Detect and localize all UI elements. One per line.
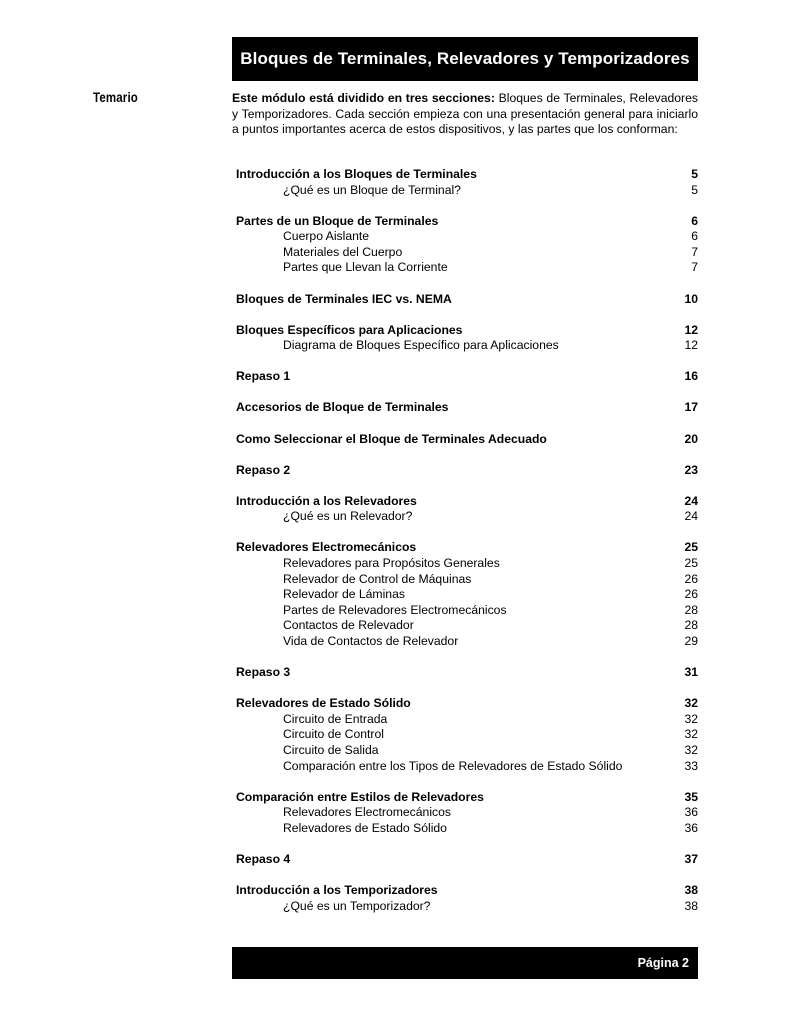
toc-section (236, 494, 698, 525)
toc-entry-page: 10 (684, 291, 698, 306)
toc-subentry (236, 587, 698, 603)
toc-entry-page: 32 (684, 696, 698, 711)
toc-entry-title: Relevadores Electromecánicos (236, 540, 417, 555)
toc-entry-page: 38 (684, 883, 698, 897)
toc-entry-title: Introducción a los Temporizadores (236, 883, 438, 897)
toc-subentry-page: 26 (684, 571, 698, 586)
toc-subentry (236, 183, 698, 199)
toc-entry-page: 24 (684, 493, 698, 508)
toc-entry-page: 16 (684, 369, 698, 384)
intro-paragraph (232, 91, 698, 138)
toc-section (236, 292, 698, 308)
toc-subentry-page: 36 (684, 820, 698, 835)
toc-subentry-page: 6 (691, 229, 698, 244)
toc-subentry-page: 7 (691, 244, 698, 259)
toc-entry-title: Bloques de Terminales IEC vs. NEMA (236, 291, 452, 306)
toc-subentry (236, 727, 698, 743)
toc-subentry (236, 603, 698, 619)
toc-section (236, 369, 698, 385)
toc-section (236, 790, 698, 837)
toc-entry-page: 37 (684, 851, 698, 866)
toc-entry (236, 463, 698, 479)
toc-subentry (236, 759, 698, 775)
toc-section (236, 696, 698, 774)
toc-entry (236, 214, 698, 230)
toc-subentry (236, 899, 698, 915)
toc-entry-page: 23 (684, 462, 698, 477)
toc-subentry-page: 28 (684, 618, 698, 633)
footer-bar (232, 947, 698, 979)
toc-subentry-page: 29 (684, 633, 698, 648)
toc-entry-title: Repaso 4 (236, 851, 291, 866)
toc-subentry-title: Relevadores Electromecánicos (283, 805, 451, 820)
toc-subentry (236, 260, 698, 276)
toc-entry-title: Repaso 3 (236, 665, 291, 680)
toc-entry-title: Como Seleccionar el Bloque de Terminales Adecuado (236, 431, 547, 446)
header-bar (232, 37, 698, 81)
toc-subentry (236, 229, 698, 245)
toc-subentry-title: Partes de Relevadores Electromecánicos (283, 602, 507, 617)
toc-entry-page: 17 (684, 400, 698, 415)
toc-subentry (236, 712, 698, 728)
toc-entry (236, 790, 698, 806)
toc-entry (236, 432, 698, 448)
toc-entry (236, 883, 698, 899)
toc-entry (236, 696, 698, 712)
toc-entry (236, 292, 698, 308)
toc-subentry-page: 26 (684, 587, 698, 602)
toc-subentry-title: Cuerpo Aislante (283, 229, 370, 244)
toc-entry-page: 20 (684, 431, 698, 446)
toc-entry-page: 5 (691, 167, 698, 181)
toc-entry-title: Accesorios de Bloque de Terminales (236, 400, 449, 415)
toc-subentry-page: 12 (684, 338, 698, 353)
toc-subentry-title: Relevador de Láminas (283, 587, 405, 602)
toc-section (236, 323, 698, 354)
toc-entry (236, 323, 698, 339)
toc-section (236, 883, 698, 914)
toc-subentry-page: 32 (684, 742, 698, 757)
toc-entry-page: 35 (684, 789, 698, 804)
toc-entry (236, 494, 698, 510)
toc-subentry-title: ¿Qué es un Relevador? (283, 509, 413, 524)
toc-subentry-page: 32 (684, 727, 698, 742)
toc-subentry-title: Materiales del Cuerpo (283, 244, 403, 259)
toc-subentry (236, 245, 698, 261)
toc-subentry (236, 821, 698, 837)
toc-entry (236, 540, 698, 556)
toc-entry-page: 31 (684, 665, 698, 680)
toc-subentry-page: 36 (684, 805, 698, 820)
table-of-contents (236, 167, 698, 930)
toc-subentry-title: Vida de Contactos de Relevador (283, 633, 459, 648)
toc-subentry-title: ¿Qué es un Bloque de Terminal? (283, 182, 461, 197)
toc-subentry-title: Relevador de Control de Máquinas (283, 571, 472, 586)
toc-subentry-title: ¿Qué es un Temporizador? (283, 898, 431, 913)
toc-subentry-title: Circuito de Salida (283, 742, 379, 757)
toc-entry-title: Repaso 2 (236, 462, 291, 477)
toc-section (236, 852, 698, 868)
intro-lead: Este módulo está dividido en tres secciones: (232, 91, 495, 105)
toc-section (236, 665, 698, 681)
toc-entry (236, 369, 698, 385)
toc-entry-title: Introducción a los Bloques de Terminales (236, 167, 477, 181)
toc-subentry (236, 743, 698, 759)
toc-subentry-title: Comparación entre los Tipos de Relevadores de Estado Sólido (283, 758, 623, 773)
toc-subentry-title: Partes que Llevan la Corriente (283, 260, 448, 275)
toc-entry-page: 12 (684, 322, 698, 337)
toc-subentry-title: Relevadores de Estado Sólido (283, 820, 447, 835)
toc-subentry-title: Relevadores para Propósitos Generales (283, 556, 500, 570)
page-number: Página 2 (637, 956, 689, 970)
toc-subentry (236, 618, 698, 634)
toc-entry-title: Introducción a los Relevadores (236, 493, 417, 508)
toc-subentry-page: 25 (684, 556, 698, 570)
toc-subentry (236, 556, 698, 572)
toc-subentry (236, 634, 698, 650)
toc-subentry-title: Circuito de Control (283, 727, 384, 742)
toc-entry-page: 6 (691, 213, 698, 228)
toc-section (236, 463, 698, 479)
toc-subentry-title: Diagrama de Bloques Específico para Aplicaciones (283, 338, 559, 353)
toc-section (236, 400, 698, 416)
toc-subentry-page: 32 (684, 711, 698, 726)
toc-entry-title: Partes de un Bloque de Terminales (236, 213, 439, 228)
sidebar-label: Temario (93, 90, 138, 105)
toc-entry-title: Repaso 1 (236, 369, 291, 384)
toc-entry-title: Bloques Específicos para Aplicaciones (236, 322, 463, 337)
toc-entry (236, 852, 698, 868)
toc-subentry (236, 509, 698, 525)
toc-entry-title: Relevadores de Estado Sólido (236, 696, 411, 711)
toc-entry (236, 665, 698, 681)
toc-subentry-page: 28 (684, 602, 698, 617)
toc-entry (236, 167, 698, 183)
toc-subentry (236, 572, 698, 588)
toc-section (236, 540, 698, 649)
toc-subentry (236, 805, 698, 821)
toc-subentry-page: 24 (684, 509, 698, 524)
toc-entry-page: 25 (684, 540, 698, 555)
toc-subentry-page: 7 (691, 260, 698, 275)
toc-entry (236, 400, 698, 416)
toc-section (236, 214, 698, 276)
toc-subentry-page: 38 (684, 898, 698, 913)
intro-text: Bloques de Terminales, Relevadores y Temporizadores. Cada sección empieza con una presentación general para iniciarlo a puntos importantes acerca de estos dispositivos, y las partes que los conforman: (232, 91, 698, 137)
toc-subentry-page: 33 (684, 758, 698, 773)
toc-subentry (236, 338, 698, 354)
page-title: Bloques de Terminales, Relevadores y Temporizadores (240, 49, 690, 68)
toc-subentry-page: 5 (691, 182, 698, 197)
toc-section (236, 167, 698, 198)
toc-subentry-title: Circuito de Entrada (283, 711, 388, 726)
toc-entry-title: Comparación entre Estilos de Relevadores (236, 789, 484, 804)
toc-subentry-title: Contactos de Relevador (283, 618, 414, 633)
toc-section (236, 432, 698, 448)
